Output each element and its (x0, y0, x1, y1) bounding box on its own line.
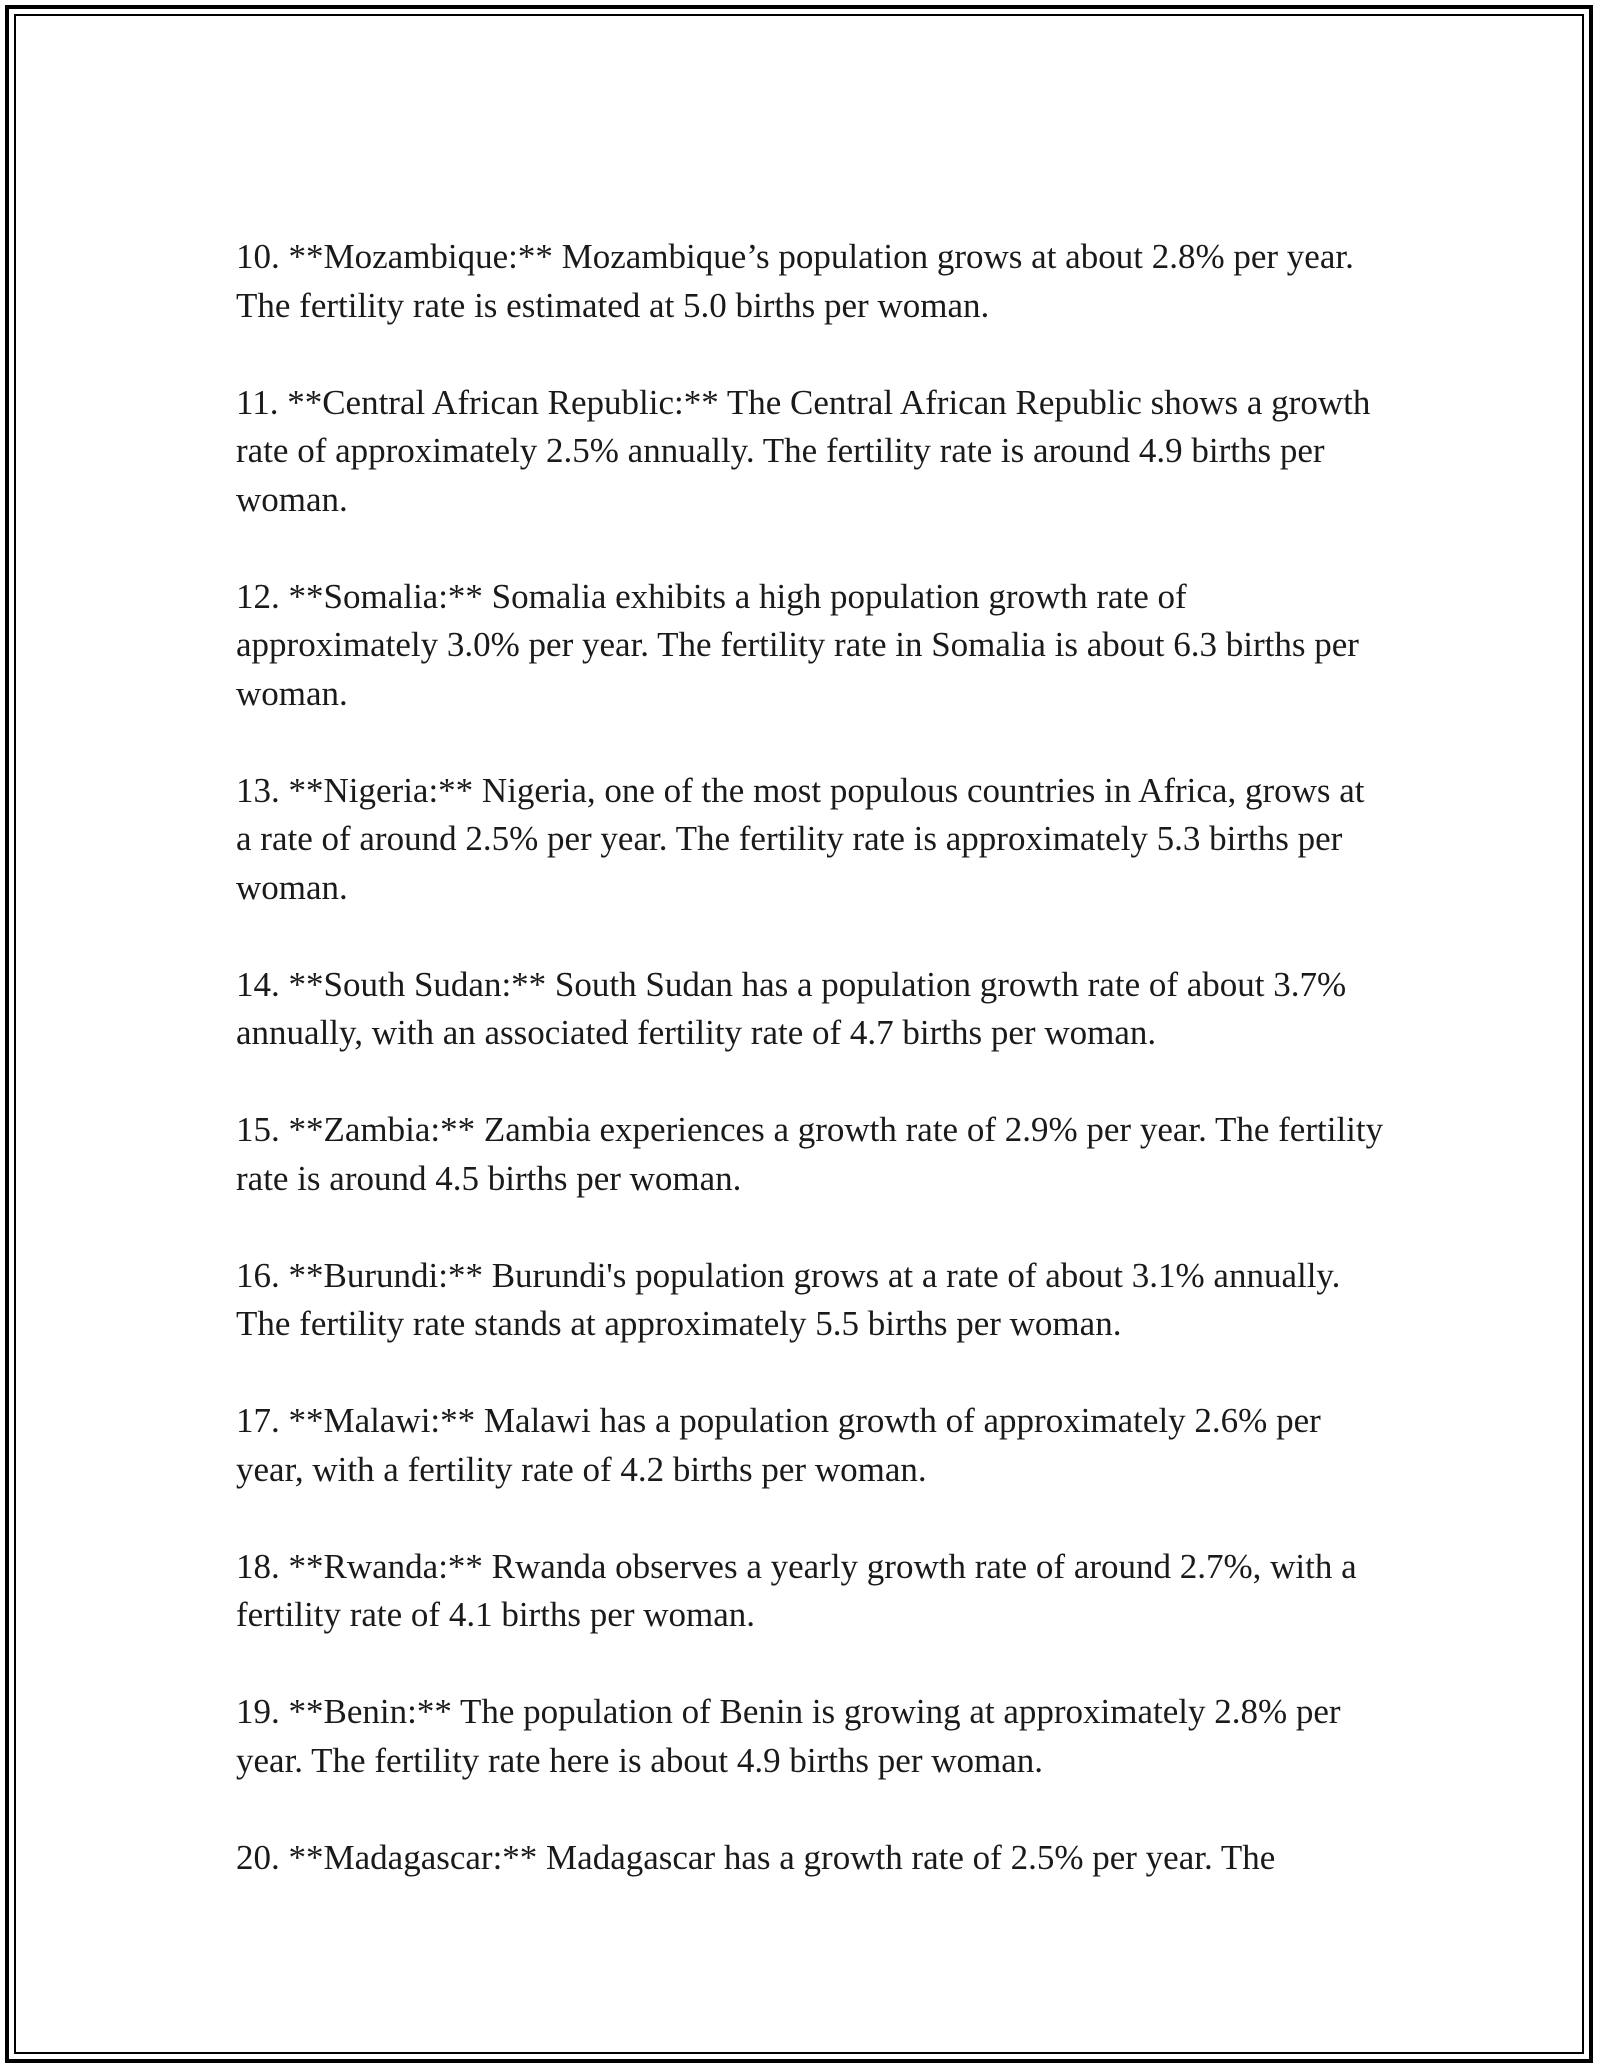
list-item-nigeria: 13. **Nigeria:** Nigeria, one of the most populous countries in Africa, grows at a rate of around 2.5% per year. The fertility rate is approximately 5.3 births per woman. (236, 770, 1365, 907)
list-item-benin: 19. **Benin:** The population of Benin is growing at approximately 2.8% per year. The fertility rate here is about 4.9 births per woman. (236, 1692, 1341, 1780)
list-item-zambia: 15. **Zambia:** Zambia experiences a growth rate of 2.9% per year. The fertility rate is around 4.5 births per woman. (236, 1110, 1384, 1198)
list-item-rwanda: 18. **Rwanda:** Rwanda observes a yearly growth rate of around 2.7%, with a fertility rate of 4.1 births per woman. (236, 1546, 1357, 1634)
list-item-south-sudan: 14. **South Sudan:** South Sudan has a population growth rate of about 3.7% annually, with an associated fertility rate of 4.7 births per woman. (236, 964, 1347, 1052)
list-item-burundi: 16. **Burundi:** Burundi's population grows at a rate of about 3.1% annually. The fertility rate stands at approximately 5.5 births per woman. (236, 1255, 1341, 1343)
list-item-somalia: 12. **Somalia:** Somalia exhibits a high population growth rate of approximately 3.0% per year. The fertility rate in Somalia is about 6.3 births per woman. (236, 576, 1359, 713)
list-item-malawi: 17. **Malawi:** Malawi has a population growth of approximately 2.6% per year, with a fertility rate of 4.2 births per woman. (236, 1401, 1321, 1489)
list-item-central-african-republic: 11. **Central African Republic:** The Central African Republic shows a growth rate of approximately 2.5% annually. The fertility rate is around 4.9 births per woman. (236, 382, 1371, 519)
list-item-mozambique: 10. **Mozambique:** Mozambique’s population grows at about 2.8% per year. The fertility rate is estimated at 5.0 births per woman. (236, 237, 1354, 325)
list-item-madagascar: 20. **Madagascar:** Madagascar has a growth rate of 2.5% per year. The (236, 1837, 1276, 1877)
document-body (236, 233, 1386, 1931)
